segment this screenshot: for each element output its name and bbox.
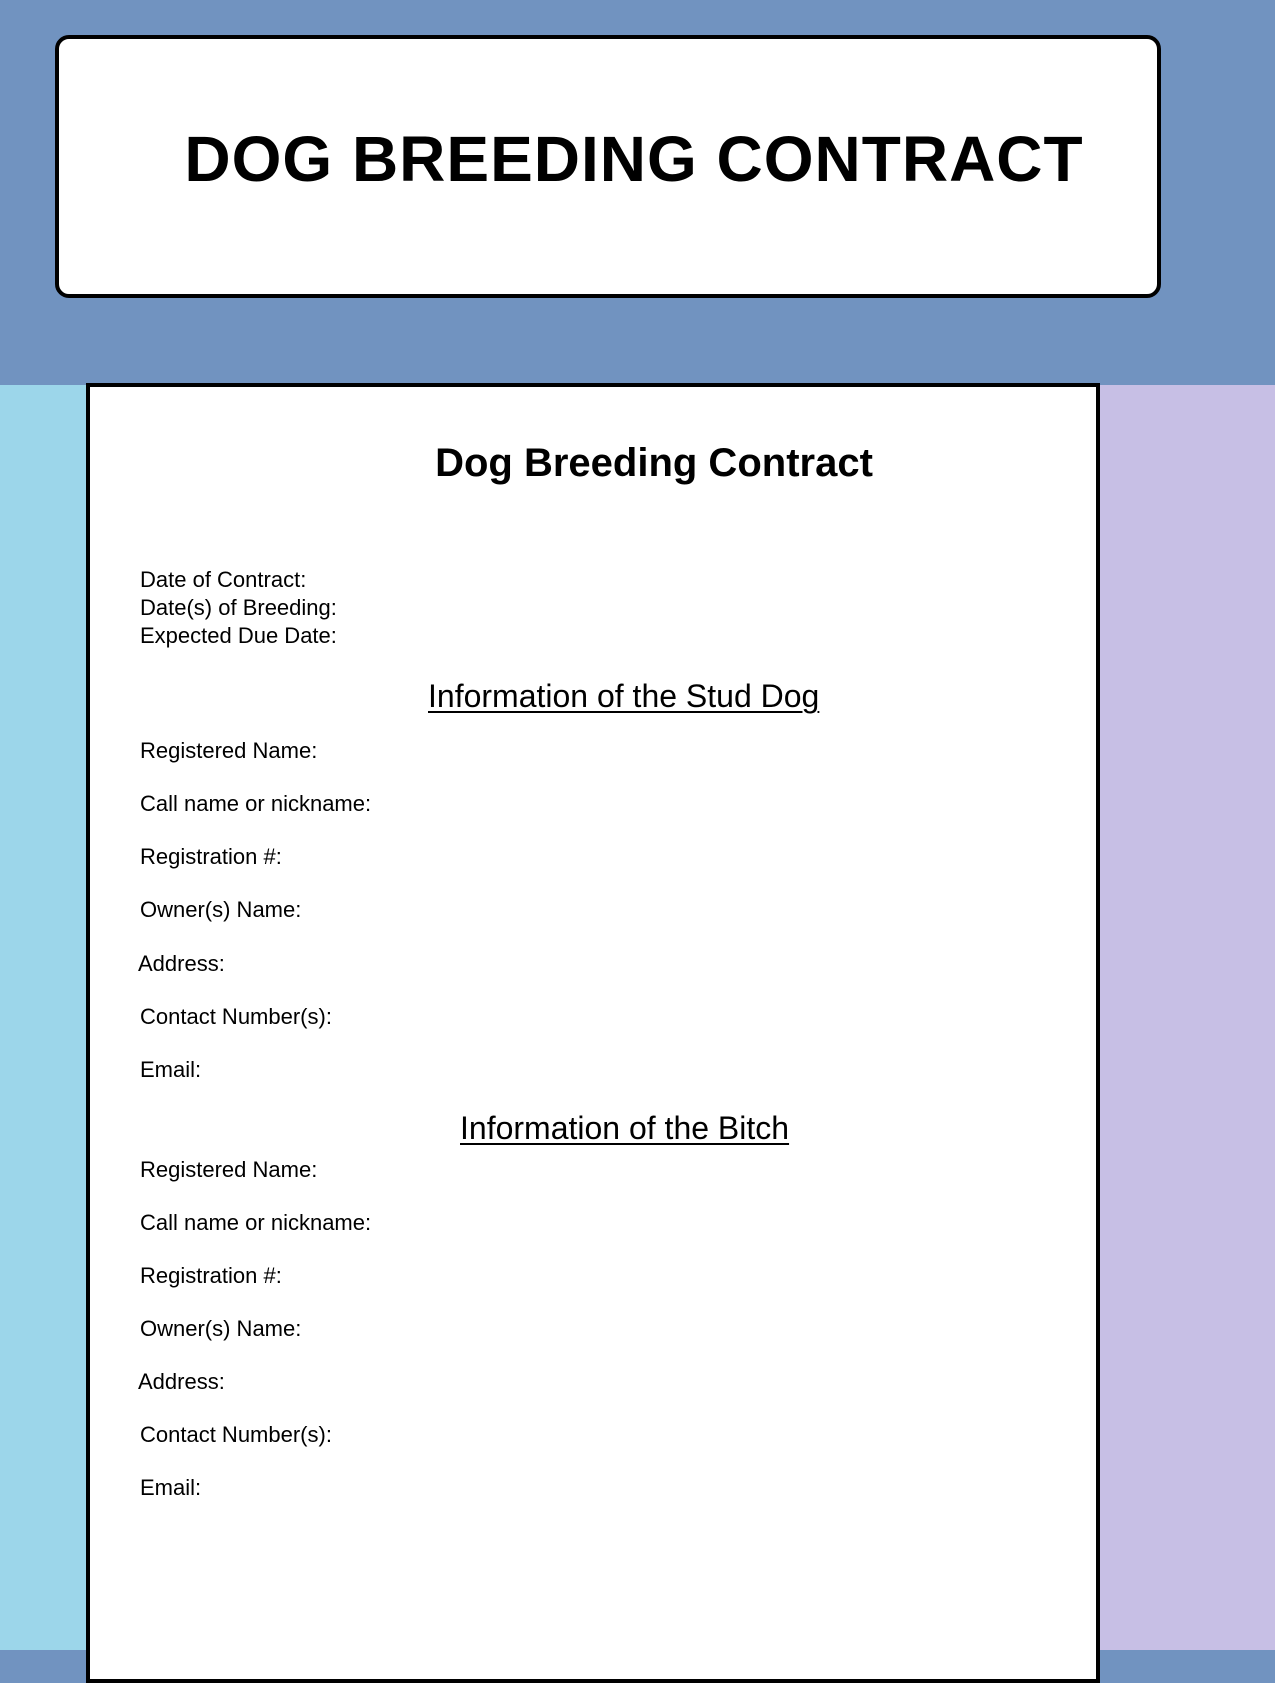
stud-registration-number-label: Registration #: [140, 844, 282, 869]
stud-registered-name-label: Registered Name: [140, 738, 318, 763]
right-side-panel [1097, 385, 1275, 1650]
dates-of-breeding-label: Date(s) of Breeding: [140, 595, 337, 620]
bitch-contact-numbers-label: Contact Number(s): [140, 1422, 332, 1447]
stud-call-name-label: Call name or nickname: [140, 791, 372, 816]
document-title: Dog Breeding Contract [435, 441, 873, 485]
bitch-section-heading: Information of the Bitch [460, 1110, 790, 1146]
stud-dog-section-heading: Information of the Stud Dog [428, 678, 820, 714]
stud-address-label: Address: [138, 951, 225, 976]
banner-title: DOG BREEDING CONTRACT [184, 123, 1084, 195]
bitch-registration-number-label: Registration #: [140, 1263, 282, 1288]
bitch-registered-name-label: Registered Name: [140, 1157, 318, 1182]
stud-owner-name-label: Owner(s) Name: [140, 897, 302, 922]
expected-due-date-label: Expected Due Date: [140, 623, 337, 648]
title-banner [55, 35, 1161, 298]
bitch-call-name-label: Call name or nickname: [140, 1210, 372, 1235]
bitch-address-label: Address: [138, 1369, 225, 1394]
date-of-contract-label: Date of Contract: [140, 567, 307, 592]
bitch-email-label: Email: [140, 1475, 202, 1500]
bitch-owner-name-label: Owner(s) Name: [140, 1316, 302, 1341]
stud-email-label: Email: [140, 1057, 202, 1082]
stud-contact-numbers-label: Contact Number(s): [140, 1004, 332, 1029]
left-side-panel [0, 385, 90, 1650]
